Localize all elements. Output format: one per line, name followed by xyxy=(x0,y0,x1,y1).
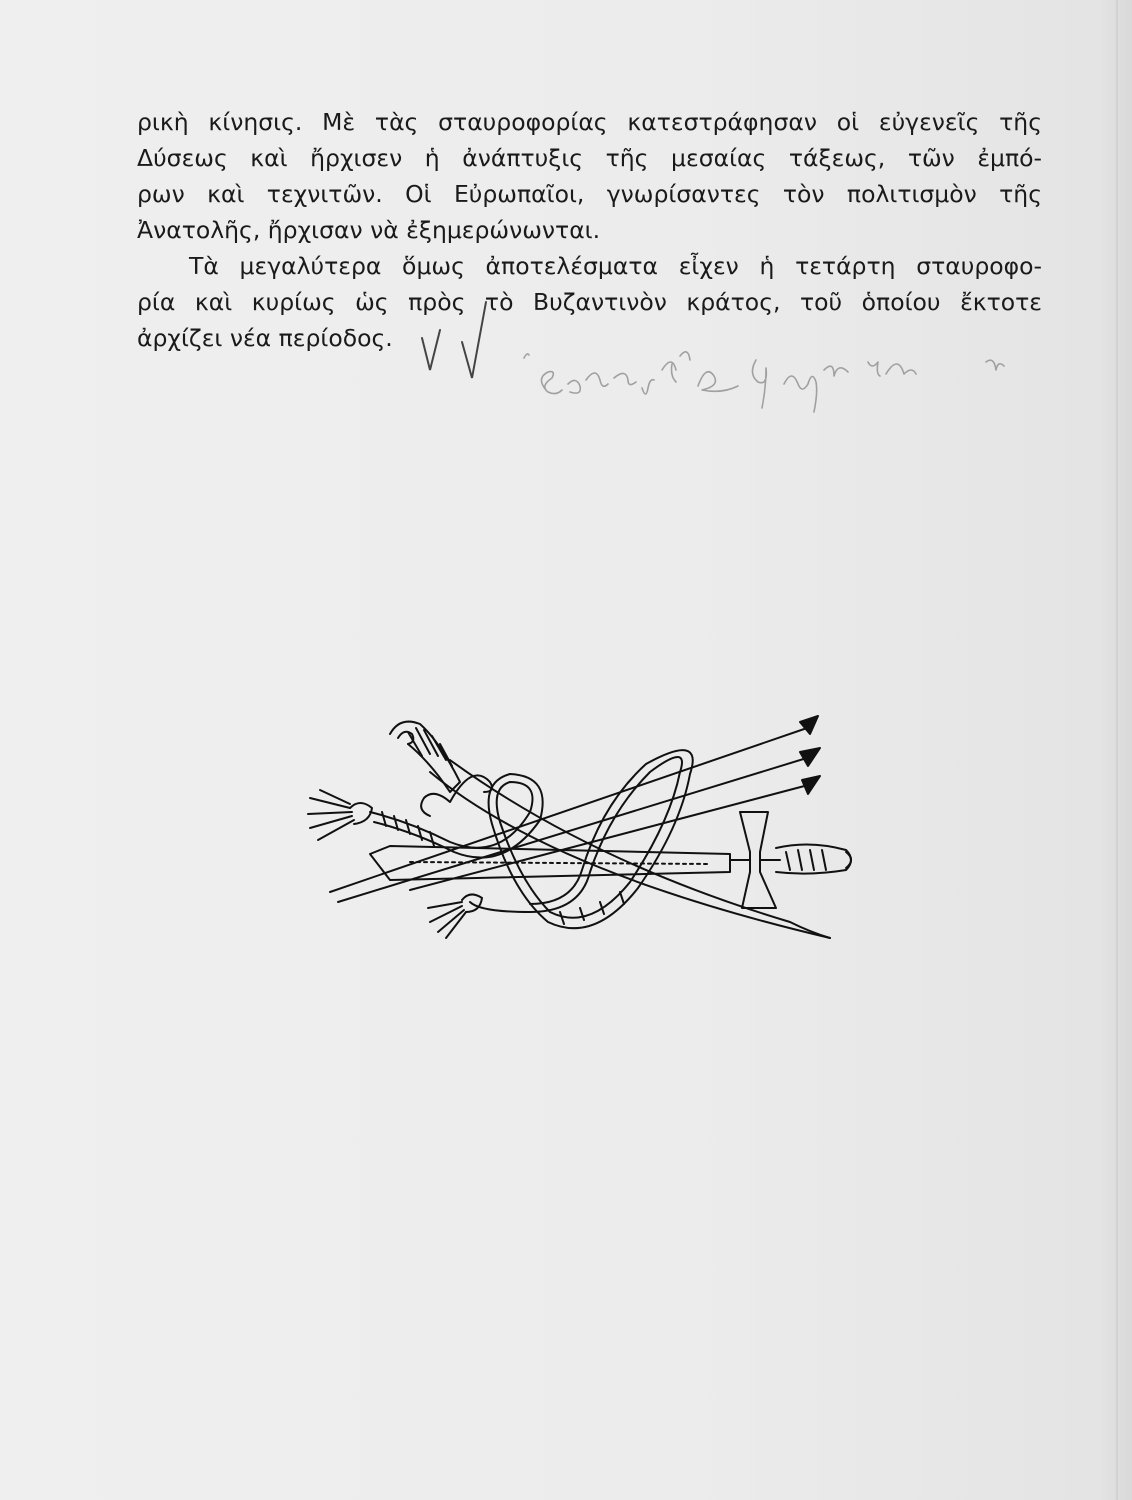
text-line: Δύσεως καὶ ἤρχισεν ἡ ἀνάπτυξις τῆς μεσαίας τάξεως, τῶν ἐμπό- xyxy=(137,144,1042,172)
paragraph-1 xyxy=(137,104,1042,248)
page-edge-shadow xyxy=(1116,0,1118,1500)
text-line: Ἀνατολῆς, ἤρχισαν νὰ ἐξημερώνωνται. xyxy=(137,216,601,244)
check-marks-icon xyxy=(422,302,486,378)
pencil-note-icon xyxy=(524,352,1004,412)
pencil-annotation xyxy=(400,300,1040,450)
text-line: ρικὴ κίνησις. Μὲ τὰς σταυροφορίας κατεστράφησαν οἱ εὐγενεῖς τῆς xyxy=(137,108,1042,136)
arrow-shaft xyxy=(330,727,810,892)
text-line: ρων καὶ τεχνιτῶν. Οἱ Εὐρωπαῖοι, γνωρίσαντες τὸν πολιτισμὸν τῆς xyxy=(137,180,1042,208)
text-line: Τὰ μεγαλύτερα ὅμως ἀποτελέσματα εἶχεν ἡ τετάρτη σταυροφο- xyxy=(189,252,1042,280)
text-line: ρία καὶ κυρίως ὡς πρὸς τὸ Βυζαντινὸν κράτος, τοῦ ὁποίου ἔκτοτε xyxy=(137,288,1042,316)
crossed-weapons-ornament-icon xyxy=(290,712,870,952)
text-line: ἀρχίζει νέα περίοδος. xyxy=(137,324,393,352)
